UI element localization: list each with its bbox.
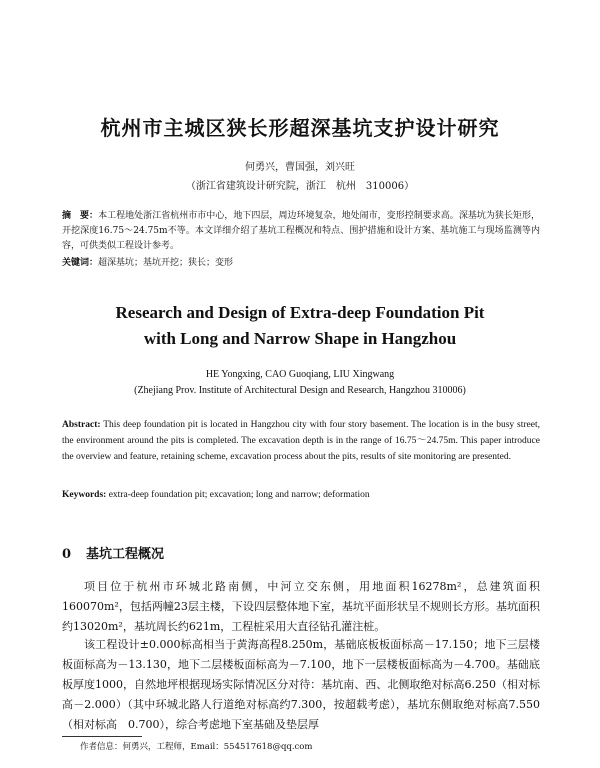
english-keywords-label: Keywords:	[62, 490, 107, 500]
english-title-line-1: Research and Design of Extra-deep Foundation Pit	[115, 303, 485, 322]
body-paragraph: 项目位于杭州市环城北路南侧，中河立交东侧，用地面积16278m²，总建筑面积160070m²，包括两幢23层主楼，下设四层整体地下室，基坑平面形状呈不规则长方形。基坑面积约13020m²，基坑周长约621m，工程桩采用大直径钻孔灌注桩。	[62, 580, 540, 633]
chinese-abstract-label: 摘 要：	[62, 211, 99, 221]
section-title: 基坑工程概况	[86, 547, 165, 562]
section-heading	[62, 543, 164, 562]
author-footnote: 作者信息：何勇兴，工程师，Email：554517618@qq.com	[80, 742, 313, 752]
english-authors: HE Yongxing, CAO Guoqiang, LIU Xingwang	[205, 369, 395, 380]
chinese-keywords-text: 超深基坑；基坑开挖；狭长；变形	[98, 258, 234, 268]
chinese-keywords	[62, 256, 540, 271]
english-affiliation: (Zhejiang Prov. Institute of Architectural Design and Research, Hangzhou 310006)	[134, 385, 466, 396]
chinese-title: 杭州市主城区狭长形超深基坑支护设计研究	[100, 116, 500, 140]
body-paragraph: 该工程设计±0.000标高相当于黄海高程8.250m，基础底板板面标高－17.150；地下三层楼板面标高为－13.130，地下二层楼板面标高为－7.100，地下一层楼板面标高为－4.700。基础底板厚度1000，自然地坪根据现场实际情况区分对待：基坑南、西、北侧取绝对标高6.250（相对标高－2.000）（其中环城北路人行道绝对标高约7.300，按超载考虑），基坑东侧取绝对标高7.550（相对标高 0.700），综合考虑地下室基础及垫层厚	[62, 638, 540, 731]
section-number: 0	[62, 547, 72, 562]
chinese-authors: 何勇兴，曹国强，刘兴旺	[245, 162, 355, 173]
english-abstract-text: This deep foundation pit is located in Hangzhou city with four story basement. The location is in the busy street, the environment around the pits is completed. The excavation depth is in the range of 16.75～24.75m. This paper introduce the overview and feature, retaining scheme, excavation process about the pits, results of site monitoring are presented.	[62, 420, 540, 462]
english-title-line-2: with Long and Narrow Shape in Hangzhou	[143, 329, 457, 348]
english-keywords	[62, 487, 540, 503]
english-keywords-text: extra-deep foundation pit; excavation; long and narrow; deformation	[108, 490, 370, 500]
chinese-keywords-label: 关键词：	[62, 258, 99, 268]
chinese-abstract	[62, 209, 540, 254]
english-abstract	[62, 417, 540, 465]
chinese-affiliation: （浙江省建筑设计研究院，浙江 杭州 310006）	[185, 181, 415, 192]
footnote-divider	[62, 736, 142, 737]
english-abstract-label: Abstract:	[62, 420, 101, 430]
english-title	[0, 300, 600, 352]
chinese-abstract-text: 本工程地处浙江省杭州市市中心，地下四层，周边环境复杂，地处闹市，变形控制要求高。深基坑为狭长矩形，开挖深度16.75～24.75m不等。本文详细介绍了基坑工程概况和特点、围护措施和设计方案、基坑施工与现场监测等内容，可供类似工程设计参考。	[62, 211, 540, 251]
